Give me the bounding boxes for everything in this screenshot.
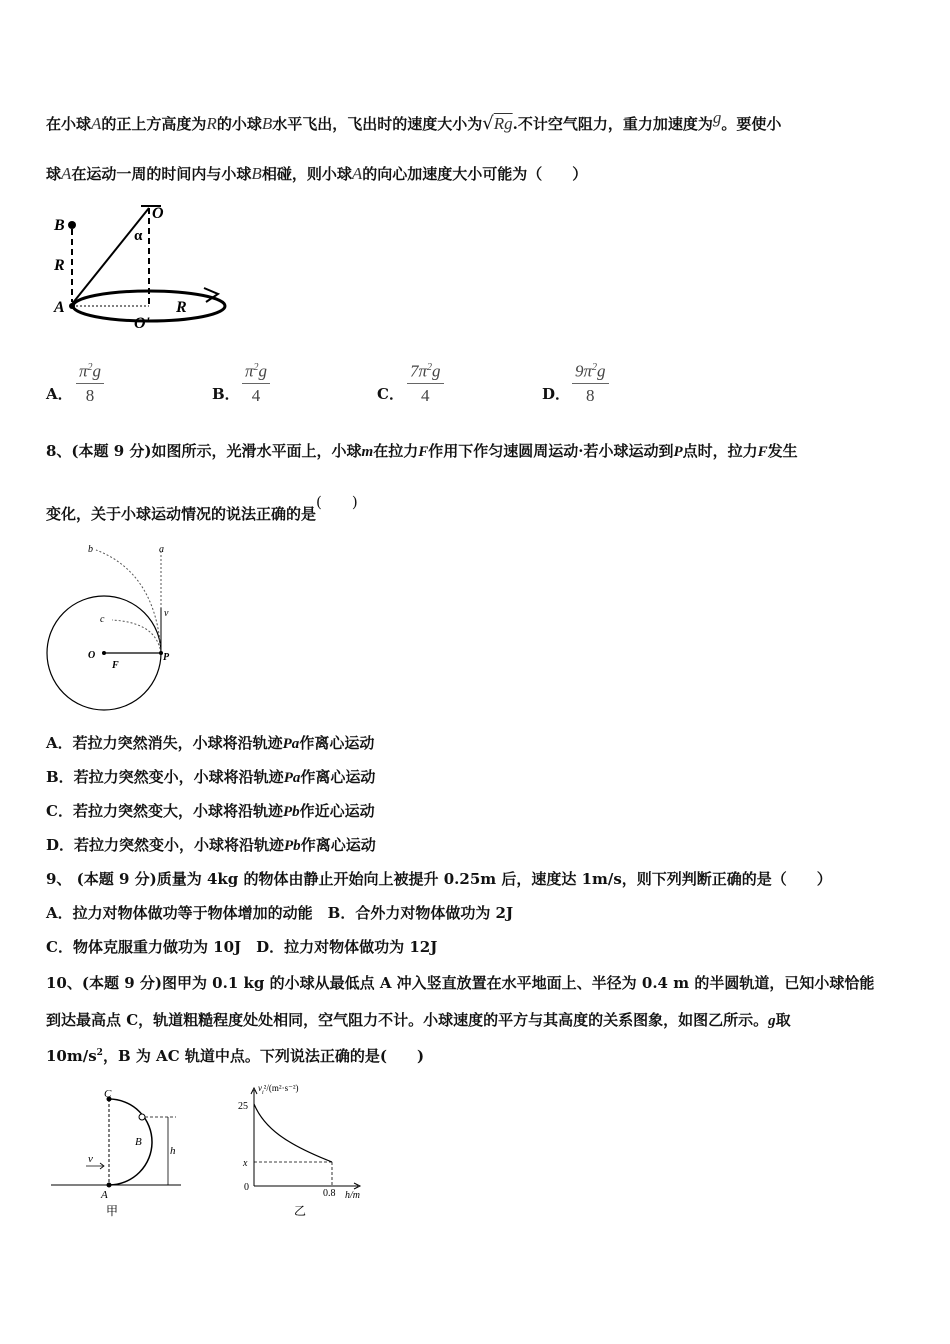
- q9-options-row2[interactable]: C．物体克服重力做功为 10J D．拉力对物体做功为 12J: [46, 938, 438, 956]
- q7-text: 的小球: [216, 115, 262, 133]
- q7-text: 的向心加速度大小可能为（ ）: [362, 165, 588, 183]
- label-o: O: [152, 205, 164, 222]
- q8-figure: [46, 540, 196, 720]
- q8-option-a[interactable]: A．若拉力突然消失，小球将沿轨迹Pa作离心运动: [46, 734, 375, 752]
- var-m: m: [361, 444, 374, 460]
- label-b: B: [135, 1136, 142, 1148]
- q10-text: 10m/s: [46, 1047, 97, 1065]
- q7-text: 在运动一周的时间内与小球: [71, 165, 252, 183]
- q7-line1: [46, 108, 782, 134]
- var-r: R: [206, 114, 217, 133]
- option-label: C．: [377, 385, 404, 403]
- q7-text: 在小球: [46, 115, 92, 133]
- answer-paren: ( ): [316, 493, 358, 511]
- y-tick-x: x: [243, 1158, 248, 1169]
- label-v: v: [164, 608, 169, 619]
- superscript: 2: [96, 1048, 103, 1058]
- label-alpha: α: [134, 228, 143, 244]
- q8-text: 点时，拉力: [682, 442, 758, 460]
- var-a: A: [351, 164, 363, 183]
- q10-text: 取: [775, 1011, 791, 1029]
- q8-text: 发生: [767, 442, 798, 460]
- sqrt-rg: √Rg: [482, 113, 513, 134]
- q7-text: 水平飞出，飞出时的速度大小为: [272, 115, 483, 133]
- q10-figure-jia: [46, 1082, 196, 1222]
- q7-options: [46, 355, 686, 415]
- label-h: h: [170, 1145, 176, 1157]
- label-v: v: [88, 1153, 93, 1165]
- var-b: B: [251, 164, 262, 183]
- caption-yi: 乙: [294, 1204, 307, 1218]
- var-a: A: [91, 114, 102, 133]
- fraction: $\frac{9\pi^2g}{8}$: [572, 357, 609, 408]
- fraction: $\frac{7\pi^2g}{4}$: [407, 357, 444, 408]
- label-b: B: [54, 217, 65, 234]
- q7-text: 。要使小: [721, 115, 782, 133]
- caption-jia: 甲: [106, 1204, 119, 1218]
- var-f: F: [757, 444, 768, 460]
- q8-option-d[interactable]: D．若拉力突然变小，小球将沿轨迹Pb作离心运动: [46, 836, 376, 854]
- q10-text: 到达最高点 C，轨道粗糙程度处处相同，空气阻力不计。小球速度的平方与其高度的关系图象，如图乙所示。: [46, 1011, 769, 1029]
- label-a: A: [54, 299, 65, 316]
- q10-stem-line1: 10、(本题 9 分)图甲为 0.1 kg 的小球从最低点 A 冲入竖直放置在水平地面上、半径为 0.4 m 的半圆轨道，已知小球恰能: [46, 974, 875, 992]
- y-tick-25: 25: [238, 1101, 248, 1112]
- label-p: P: [163, 652, 170, 663]
- option-label: A．: [46, 385, 73, 403]
- q10-stem-line2: [46, 1009, 791, 1030]
- q8-option-b[interactable]: B．若拉力突然变小，小球将沿轨迹Pa作离心运动: [46, 768, 376, 786]
- q10-figure-yi: [230, 1078, 380, 1223]
- var-f: F: [418, 444, 429, 460]
- y-axis-label: $v_i^2/(m^2\cdot s^{-2})$: [258, 1083, 299, 1096]
- q8-text: 变化，关于小球运动情况的说法正确的是: [46, 505, 317, 523]
- q8-text: 在拉力: [373, 442, 419, 460]
- q8-stem-line2: [46, 493, 358, 524]
- x-axis-label: h/m: [345, 1190, 360, 1201]
- label-f: F: [112, 660, 119, 671]
- q9-options-row1[interactable]: A．拉力对物体做功等于物体增加的动能 B．合外力对物体做功为 2J: [46, 904, 514, 922]
- q8-stem-line1: [46, 440, 798, 461]
- label-a: a: [159, 544, 164, 555]
- fraction: $\frac{\pi^2g}{4}$: [242, 357, 270, 408]
- var-g: g: [768, 1013, 776, 1029]
- option-label: D．: [542, 385, 571, 403]
- label-o: O: [88, 650, 96, 661]
- q10-stem-line3: [46, 1045, 424, 1066]
- label-r-vertical: R: [54, 257, 65, 274]
- var-p: P: [673, 444, 683, 460]
- q7-text: .不计空气阻力，重力加速度为: [512, 115, 713, 133]
- q8-text: 作用下作匀速圆周运动·若小球运动到: [428, 442, 674, 460]
- var-a: A: [61, 164, 72, 183]
- label-o-prime: O': [134, 315, 150, 332]
- q8-option-c[interactable]: C．若拉力突然变大，小球将沿轨迹Pb作近心运动: [46, 802, 375, 820]
- q7-line2: [46, 163, 587, 184]
- q7-text: 的正上方高度为: [101, 115, 207, 133]
- label-a: A: [101, 1189, 108, 1201]
- label-r-horizontal: R: [176, 299, 187, 316]
- var-b: B: [261, 114, 273, 133]
- label-b: b: [88, 544, 93, 555]
- q7-text: 球: [46, 165, 62, 183]
- q7-figure: [46, 200, 236, 335]
- q10-text: ，B 为 AC 轨道中点。下列说法正确的是( ): [102, 1047, 425, 1065]
- var-g: g: [712, 108, 722, 127]
- x-tick-0-8: 0.8: [323, 1188, 336, 1199]
- option-label: B．: [212, 385, 240, 403]
- origin-label: 0: [244, 1182, 249, 1193]
- q8-text: 8、(本题 9 分)如图所示，光滑水平面上，小球: [46, 442, 362, 460]
- label-c: c: [100, 614, 105, 625]
- q9-stem: 9、 (本题 9 分)质量为 4kg 的物体由静止开始向上被提升 0.25m 后，速度达 1m/s，则下列判断正确的是（ ）: [46, 870, 832, 888]
- fraction: $\frac{\pi^2g}{8}$: [76, 357, 104, 408]
- q7-text: 相碰，则小球: [261, 165, 352, 183]
- label-c: C: [104, 1088, 112, 1100]
